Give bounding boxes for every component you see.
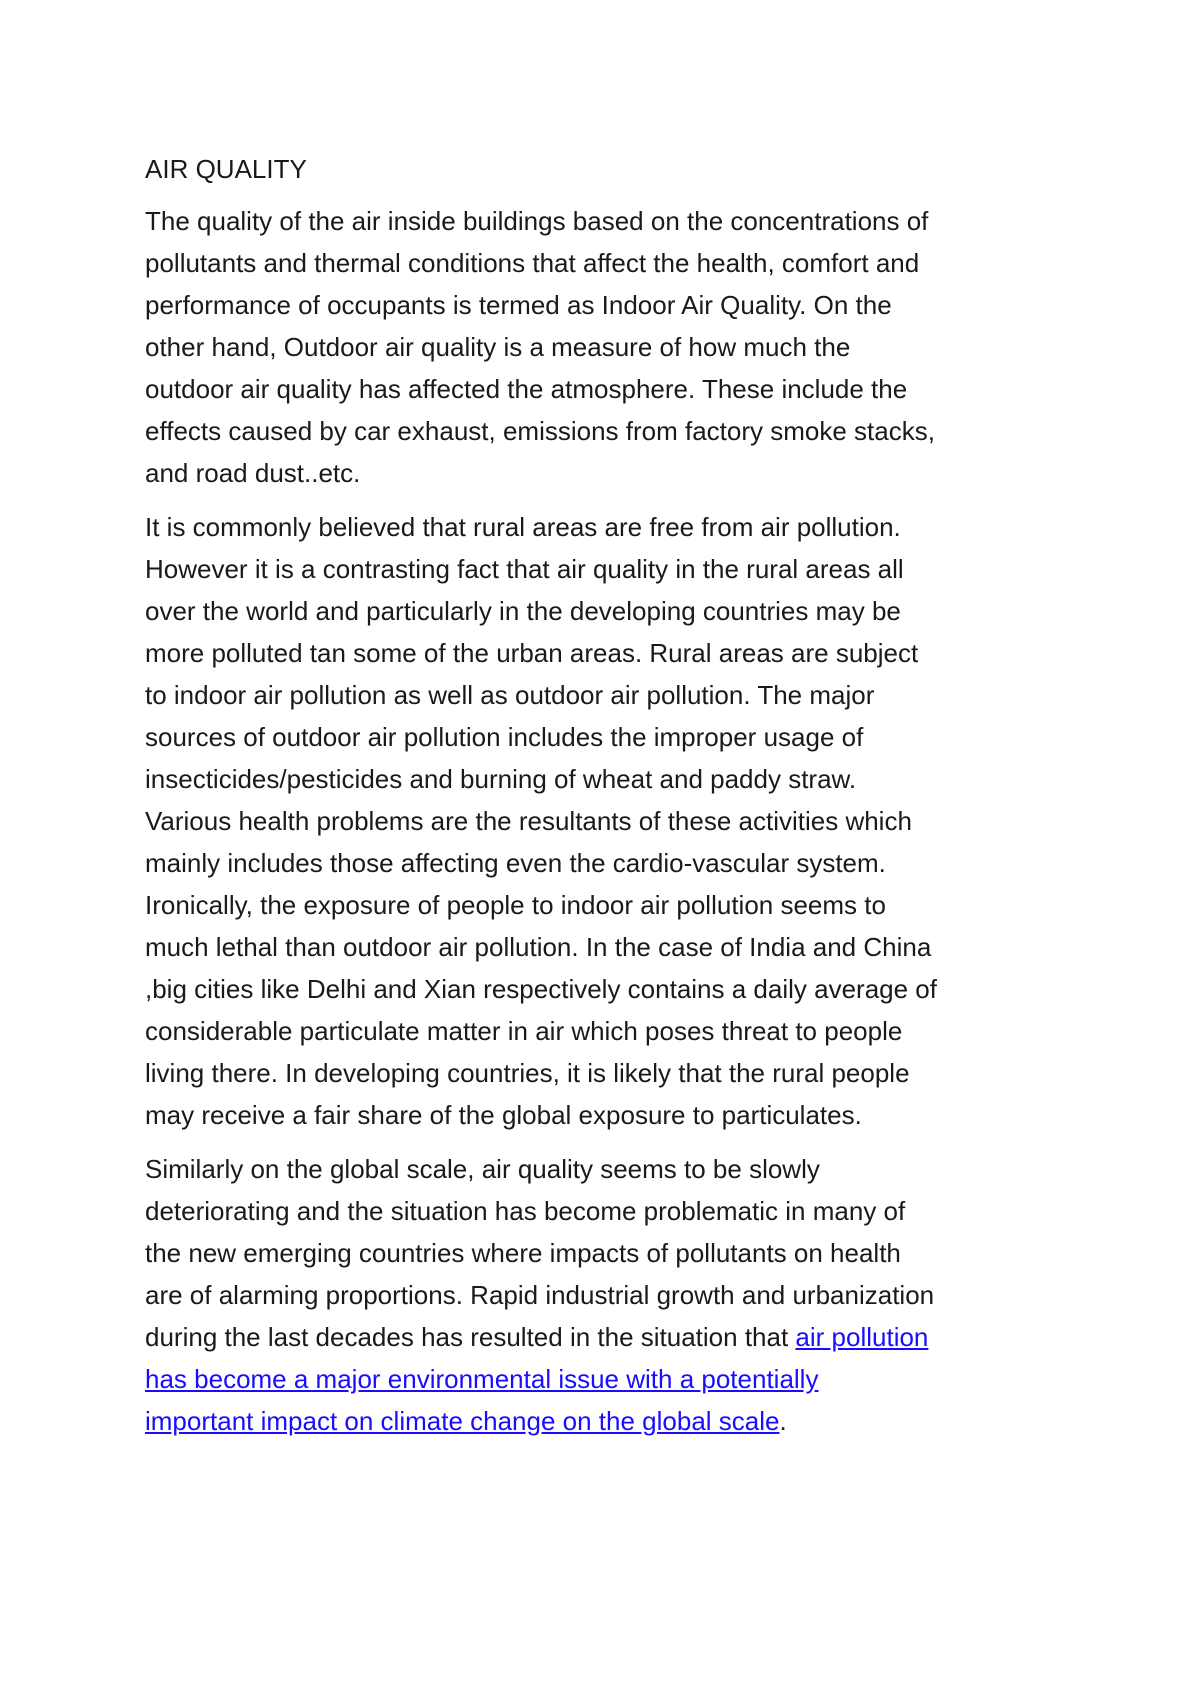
text-line: and road dust..etc.	[145, 458, 361, 488]
text-line: the new emerging countries where impacts of pollutants on health	[145, 1238, 901, 1268]
paragraph-global-scale	[145, 1148, 1075, 1442]
text-line: ,big cities like Delhi and Xian respectively contains a daily average of	[145, 974, 937, 1004]
text-line-with-link	[145, 1400, 1075, 1442]
text-line: Ironically, the exposure of people to indoor air pollution seems to	[145, 890, 886, 920]
text-line: outdoor air quality has affected the atmosphere. These include the	[145, 374, 908, 404]
hyperlink-air-pollution[interactable]: important impact on climate change on the global scale	[145, 1406, 780, 1436]
text-line: deteriorating and the situation has become problematic in many of	[145, 1196, 906, 1226]
text-line: sources of outdoor air pollution includes the improper usage of	[145, 722, 864, 752]
text-line-with-link	[145, 1316, 1075, 1358]
hyperlink-air-pollution[interactable]: air pollution	[795, 1322, 929, 1352]
paragraph-rural-pollution	[145, 506, 1075, 1136]
text-line: insecticides/pesticides and burning of wheat and paddy straw.	[145, 764, 857, 794]
text-line-with-link	[145, 1358, 1075, 1400]
text-line: other hand, Outdoor air quality is a measure of how much the	[145, 332, 851, 362]
text-line: to indoor air pollution as well as outdoor air pollution. The major	[145, 680, 875, 710]
hyperlink-air-pollution[interactable]: has become a major environmental issue with a potentially	[145, 1364, 819, 1394]
text-line: considerable particulate matter in air which poses threat to people	[145, 1016, 903, 1046]
text-line: The quality of the air inside buildings based on the concentrations of	[145, 206, 929, 236]
text-segment: .	[779, 1406, 787, 1436]
text-line: effects caused by car exhaust, emissions from factory smoke stacks,	[145, 416, 935, 446]
paragraph-indoor-outdoor	[145, 200, 1075, 494]
text-line: are of alarming proportions. Rapid industrial growth and urbanization	[145, 1280, 935, 1310]
text-line: over the world and particularly in the developing countries may be	[145, 596, 901, 626]
document-body	[145, 148, 1075, 1454]
text-segment: during the last decades has resulted in the situation that	[145, 1322, 796, 1352]
text-line: However it is a contrasting fact that air quality in the rural areas all	[145, 554, 904, 584]
text-line: mainly includes those affecting even the cardio-vascular system.	[145, 848, 886, 878]
document-title: AIR QUALITY	[145, 154, 307, 184]
text-line: performance of occupants is termed as Indoor Air Quality. On the	[145, 290, 892, 320]
text-line: pollutants and thermal conditions that affect the health, comfort and	[145, 248, 920, 278]
text-line: much lethal than outdoor air pollution. In the case of India and China	[145, 932, 932, 962]
text-line: may receive a fair share of the global exposure to particulates.	[145, 1100, 862, 1130]
text-line: Various health problems are the resultants of these activities which	[145, 806, 912, 836]
text-line: Similarly on the global scale, air quality seems to be slowly	[145, 1154, 820, 1184]
text-line: more polluted tan some of the urban areas. Rural areas are subject	[145, 638, 919, 668]
text-line: living there. In developing countries, it is likely that the rural people	[145, 1058, 910, 1088]
text-line: It is commonly believed that rural areas are free from air pollution.	[145, 512, 901, 542]
